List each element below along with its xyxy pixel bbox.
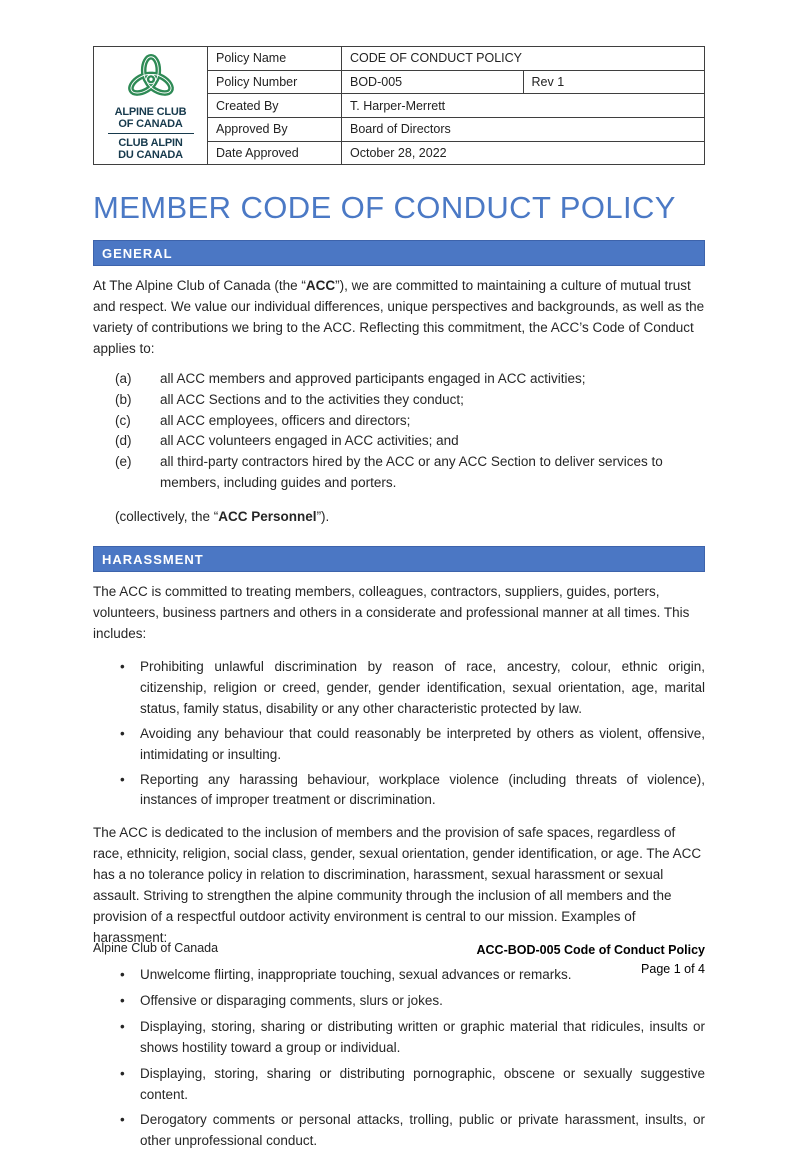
list-item: (a) all ACC members and approved participants engaged in ACC activities; [115, 370, 586, 386]
created-by-value: T. Harper-Merrett [342, 94, 705, 118]
list-item: (b) all ACC Sections and to the activities they conduct; [115, 391, 464, 407]
date-approved-value: October 28, 2022 [342, 141, 705, 165]
logo-cell [94, 47, 208, 165]
policy-name-value: CODE OF CONDUCT POLICY [342, 47, 705, 71]
created-by-label: Created By [208, 94, 342, 118]
document-page [93, 46, 705, 1157]
list-item: • Avoiding any behaviour that could reasonably be interpreted by others as violent, offensive, intimidating or insulting. [140, 724, 705, 766]
page-title: MEMBER CODE OF CONDUCT POLICY [93, 190, 676, 226]
list-item: (e) all third-party contractors hired by the ACC or any ACC Section to deliver services to members, including guides and porters. [115, 454, 663, 491]
list-item: • Offensive or disparaging comments, slurs or jokes. [140, 991, 705, 1012]
logo-text-en: ALPINE CLUB OF CANADA [114, 106, 187, 131]
logo-text-fr: CLUB ALPIN DU CANADA [118, 137, 183, 162]
policy-rev-value: Rev 1 [523, 70, 705, 94]
section-header-general [93, 240, 705, 266]
footer-doc-info [477, 941, 706, 979]
section-header-harassment [93, 546, 705, 572]
approved-by-value: Board of Directors [342, 118, 705, 142]
general-intro-paragraph: At The Alpine Club of Canada (the “ACC”), we are committed to maintaining a culture of mutual trust and respect. We value our individual differences, unique perspectives and backgrounds, as well as the variety of contributions we bring to the ACC. Reflecting this commitment, the ACC’s Code of Conduct applies to: [93, 278, 705, 356]
harassment-bullet-list-2 [93, 965, 705, 1152]
list-item: (d) all ACC volunteers engaged in ACC activities; and [115, 433, 459, 449]
general-alpha-list [93, 369, 705, 495]
approved-by-label: Approved By [208, 118, 342, 142]
list-item: • Displaying, storing, sharing or distributing written or graphic material that ridicules, insults or shows hostility toward a group or individual. [140, 1017, 705, 1059]
policy-name-label: Policy Name [208, 47, 342, 71]
page-footer [93, 941, 705, 979]
policy-number-label: Policy Number [208, 70, 342, 94]
list-item: • Displaying, storing, sharing or distributing pornographic, obscene or sexually suggestive content. [140, 1064, 705, 1106]
date-approved-label: Date Approved [208, 141, 342, 165]
section-header-label: HARASSMENT [102, 551, 204, 567]
list-item: • Prohibiting unlawful discrimination by reason of race, ancestry, colour, ethnic origin, citizenship, religion or creed, gender, gender identification, sexual orientation, age, marital status, family status, disability or any other characteristic protected by law. [140, 657, 705, 720]
logo-divider [108, 133, 194, 134]
list-item: (c) all ACC employees, officers and directors; [115, 412, 411, 428]
list-item: • Unwelcome flirting, inappropriate touching, sexual advances or remarks. [140, 965, 705, 986]
table-row [94, 47, 705, 71]
knot-logo-icon [122, 50, 180, 104]
footer-org-name: Alpine Club of Canada [93, 941, 219, 955]
policy-number-value: BOD-005 [342, 70, 524, 94]
footer-doc-reference: ACC-BOD-005 Code of Conduct Policy [476, 943, 705, 957]
harassment-bullet-list-1 [93, 657, 705, 811]
list-item: • Reporting any harassing behaviour, workplace violence (including threats of violence), instances of improper treatment or discrimination. [140, 770, 705, 812]
policy-meta-table [93, 46, 705, 165]
collective-definition: (collectively, the “ACC Personnel”). [115, 509, 330, 525]
list-item: • Derogatory comments or personal attacks, trolling, public or private harassment, insults, or other unprofessional conduct. [140, 1110, 705, 1152]
harassment-paragraph-2: The ACC is dedicated to the inclusion of members and the provision of safe spaces, regardless of race, ethnicity, religion, social class, gender, sexual orientation, gender identification, or age. The ACC has a no tolerance policy in relation to discrimination, harassment, sexual harassment or sexual assault. Striving to strengthen the alpine community through the inclusion of all members and the provision of a respectful outdoor activity environment is central to our mission. Examples of harassment: [93, 825, 702, 945]
harassment-paragraph-1: The ACC is committed to treating members, colleagues, contractors, suppliers, guides, porters, volunteers, business partners and others in a considerate and professional manner at all times. This includes: [93, 584, 690, 641]
footer-page-number: Page 1 of 4 [641, 961, 705, 976]
acc-logo [102, 50, 199, 161]
section-header-label: GENERAL [102, 245, 173, 261]
